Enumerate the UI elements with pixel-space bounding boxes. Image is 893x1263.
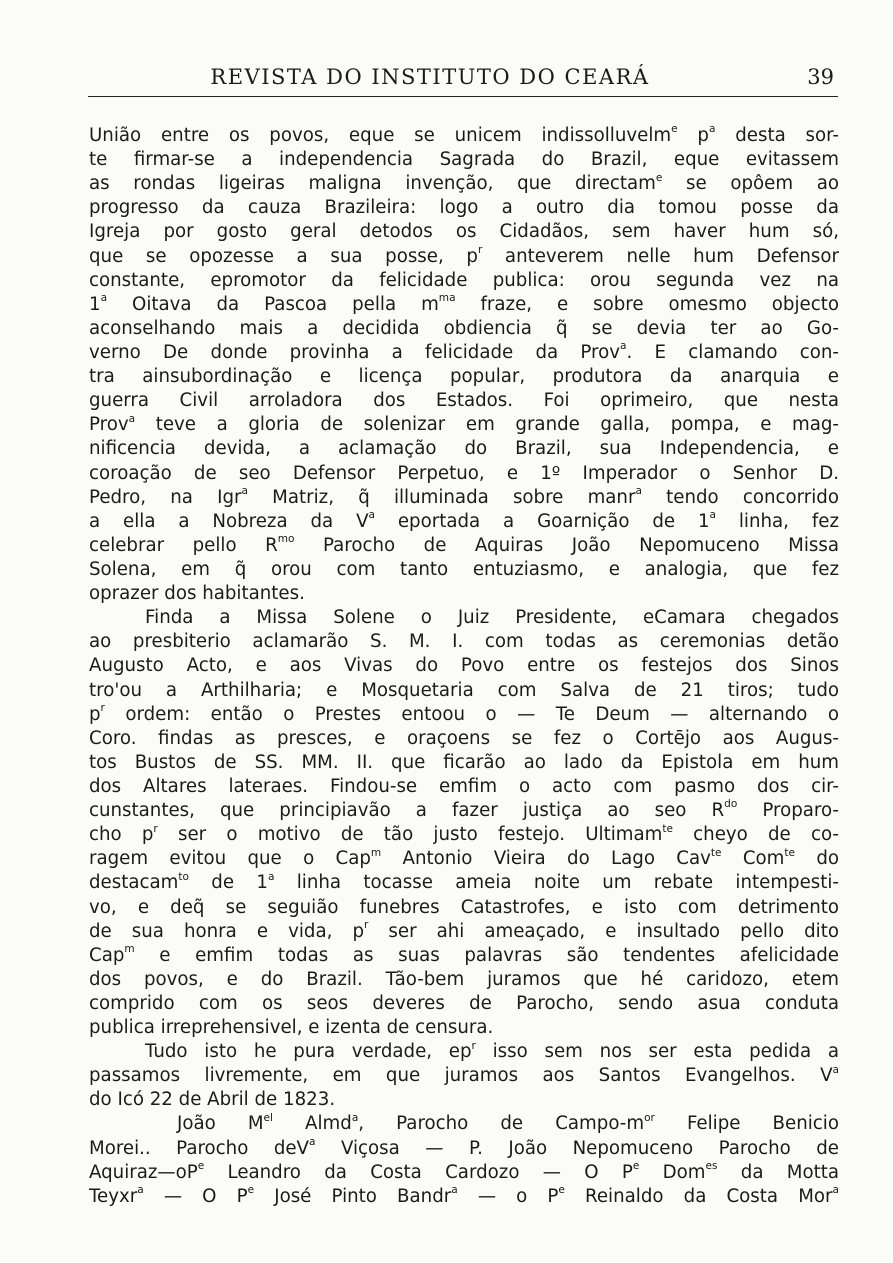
text-line: a ella a Nobreza da $V^a$ eportada a Goarnição de 1$^a$ linha, fez: [89, 509, 839, 532]
text-line: João $M^{el}$ Almd$^a$, Parocho de Campo-$m^{or}$ Felipe Benicio: [177, 1111, 839, 1135]
text-line: as rondas ligeiras maligna invenção, que directam$^e$ se opôem ao: [89, 171, 839, 195]
text-line: Tudo isto he pura verdade, $ep^r$ isso sem nos ser esta pedida a: [145, 1039, 839, 1063]
text-line: $Aquiraz—oP^e$ Leandro da Costa Cardozo — O $P^e$ Dom$^{es}$ da Motta: [89, 1160, 839, 1183]
text-line: nificencia devida, a aclamação do Brazil, sua Independencia, e: [89, 438, 839, 460]
text-line: progresso da cauza Brazileira: logo a outro dia tomou posse da: [89, 197, 839, 219]
text-line: publica irreprehensivel, e izenta de censura.: [89, 1017, 494, 1039]
text-line: oprazer dos habitantes.: [89, 583, 305, 605]
text-line: coroação de seo Defensor Perpetuo, e 1º Imperador o Senhor D.: [89, 462, 839, 484]
text-line: tra ainsubordinação e licença popular, produtora da anarquia e: [89, 366, 839, 388]
text-line: Morei.. Parocho deV$^a$ Viçosa — P. João Nepomuceno Parocho de: [89, 1135, 839, 1159]
text-line: vo, e deq̃ se seguião funebres Catastrofes, e isto com detrimento: [89, 896, 839, 918]
text-line: 1$^a$ Oitava da Pascoa pella $m^{ma}$ fraze, e sobre omesmo objecto: [89, 292, 839, 315]
text-line: passamos livremente, em que juramos aos Santos Evangelhos. $V^a$: [89, 1063, 839, 1087]
journal-title: REVISTA DO INSTITUTO DO CEARÁ: [210, 65, 650, 89]
text-line: cunstantes, que principiavão a fazer justiça ao seo $R^{do}$ Proparo-: [89, 798, 839, 822]
text-line: Finda a Missa Solene o Juiz Presidente, eCamara chegados: [145, 607, 839, 629]
text-line: Teyxr$^a$ — O $P^e$ José Pinto Bandr$^a$ — o $P^e$ Reinaldo da Costa Mor$^a$: [89, 1184, 839, 1207]
text-line: do Icó 22 de Abril de 1823.: [89, 1089, 336, 1111]
text-line: Solena, em q̃ orou com tanto entuziasmo, e analogia, que fez: [89, 558, 839, 580]
text-line: celebrar pello $R^{mo}$ Parocho de Aquiras João Nepomuceno Missa: [89, 533, 839, 556]
text-line: cho $p^r$ ser o motivo de tão justo festejo. Ultimam$^{te}$ cheyo de co-: [89, 822, 839, 846]
text-line: que se opozesse a sua posse, $p^r$ anteverem nelle hum Defensor: [89, 243, 839, 267]
text-line: de sua honra e vida, $p^r$ ser ahi ameaçado, e insultado pello dito: [89, 918, 839, 942]
text-line: dos Altares lateraes. Findou-se emfim o acto com pasmo dos cir-: [89, 775, 839, 797]
text-line: Cap$^m$ e emfim todas as suas palavras são tendentes afelicidade: [89, 943, 839, 966]
text-line: Augusto Acto, e aos Vivas do Povo entre os festejos dos Sinos: [89, 655, 839, 677]
text-line: tos Bustos de SS. MM. II. que ficarão ao lado da Epistola em hum: [89, 751, 839, 773]
text-line: Igreja por gosto geral detodos os Cidadãos, sem haver hum só,: [89, 221, 839, 243]
text-line: Prov$^a$ teve a gloria de solenizar em grande galla, pompa, e mag-: [89, 412, 839, 436]
text-line: guerra Civil arroladora dos Estados. Foi oprimeiro, que nesta: [89, 390, 839, 412]
body-text: [89, 124, 839, 1209]
text-line: União entre os povos, eque se unicem indissolluvelm$^e$ $p^a$ desta sor-: [89, 123, 839, 146]
text-line: te firmar-se a independencia Sagrada do Brazil, eque evitassem: [89, 149, 839, 171]
text-line: $p^r$ ordem: então o Prestes entoou o — Te Deum — alternando o: [89, 701, 839, 725]
text-line: comprido com os seos deveres de Parocho, sendo asua conduta: [89, 992, 839, 1014]
text-line: aconselhando mais a decidida obdiencia q̃ se devia ter ao Go-: [89, 317, 839, 339]
text-line: dos povos, e do Brazil. Tão-bem juramos que hé caridozo, etem: [89, 968, 839, 990]
text-line: destacam$^{to}$ de 1$^a$ linha tocasse ameia noite um rebate intempesti-: [89, 870, 839, 894]
running-header: [88, 62, 838, 97]
text-line: ragem evitou que o Cap$^m$ Antonio Vieira do Lago Cav$^{te}$ Com$^{te}$ do: [89, 846, 839, 870]
text-line: Coro. findas as presces, e oraçoens se fez o Cortējo aos Augus-: [89, 727, 839, 749]
text-line: tro'ou a Arthilharia; e Mosquetaria com Salva de 21 tiros; tudo: [89, 679, 839, 701]
text-line: constante, epromotor da felicidade publica: orou segunda vez na: [89, 269, 839, 291]
page-number: 39: [807, 65, 834, 89]
text-line: Pedro, na Igr$^a$ Matriz, q̃ illuminada sobre manr$^a$ tendo concorrido: [89, 485, 839, 508]
text-line: ao presbiterio aclamarão S. M. I. com todas as ceremonias detão: [89, 631, 839, 653]
text-line: verno De donde provinha a felicidade da Prov$^a$. E clamando con-: [89, 340, 839, 363]
